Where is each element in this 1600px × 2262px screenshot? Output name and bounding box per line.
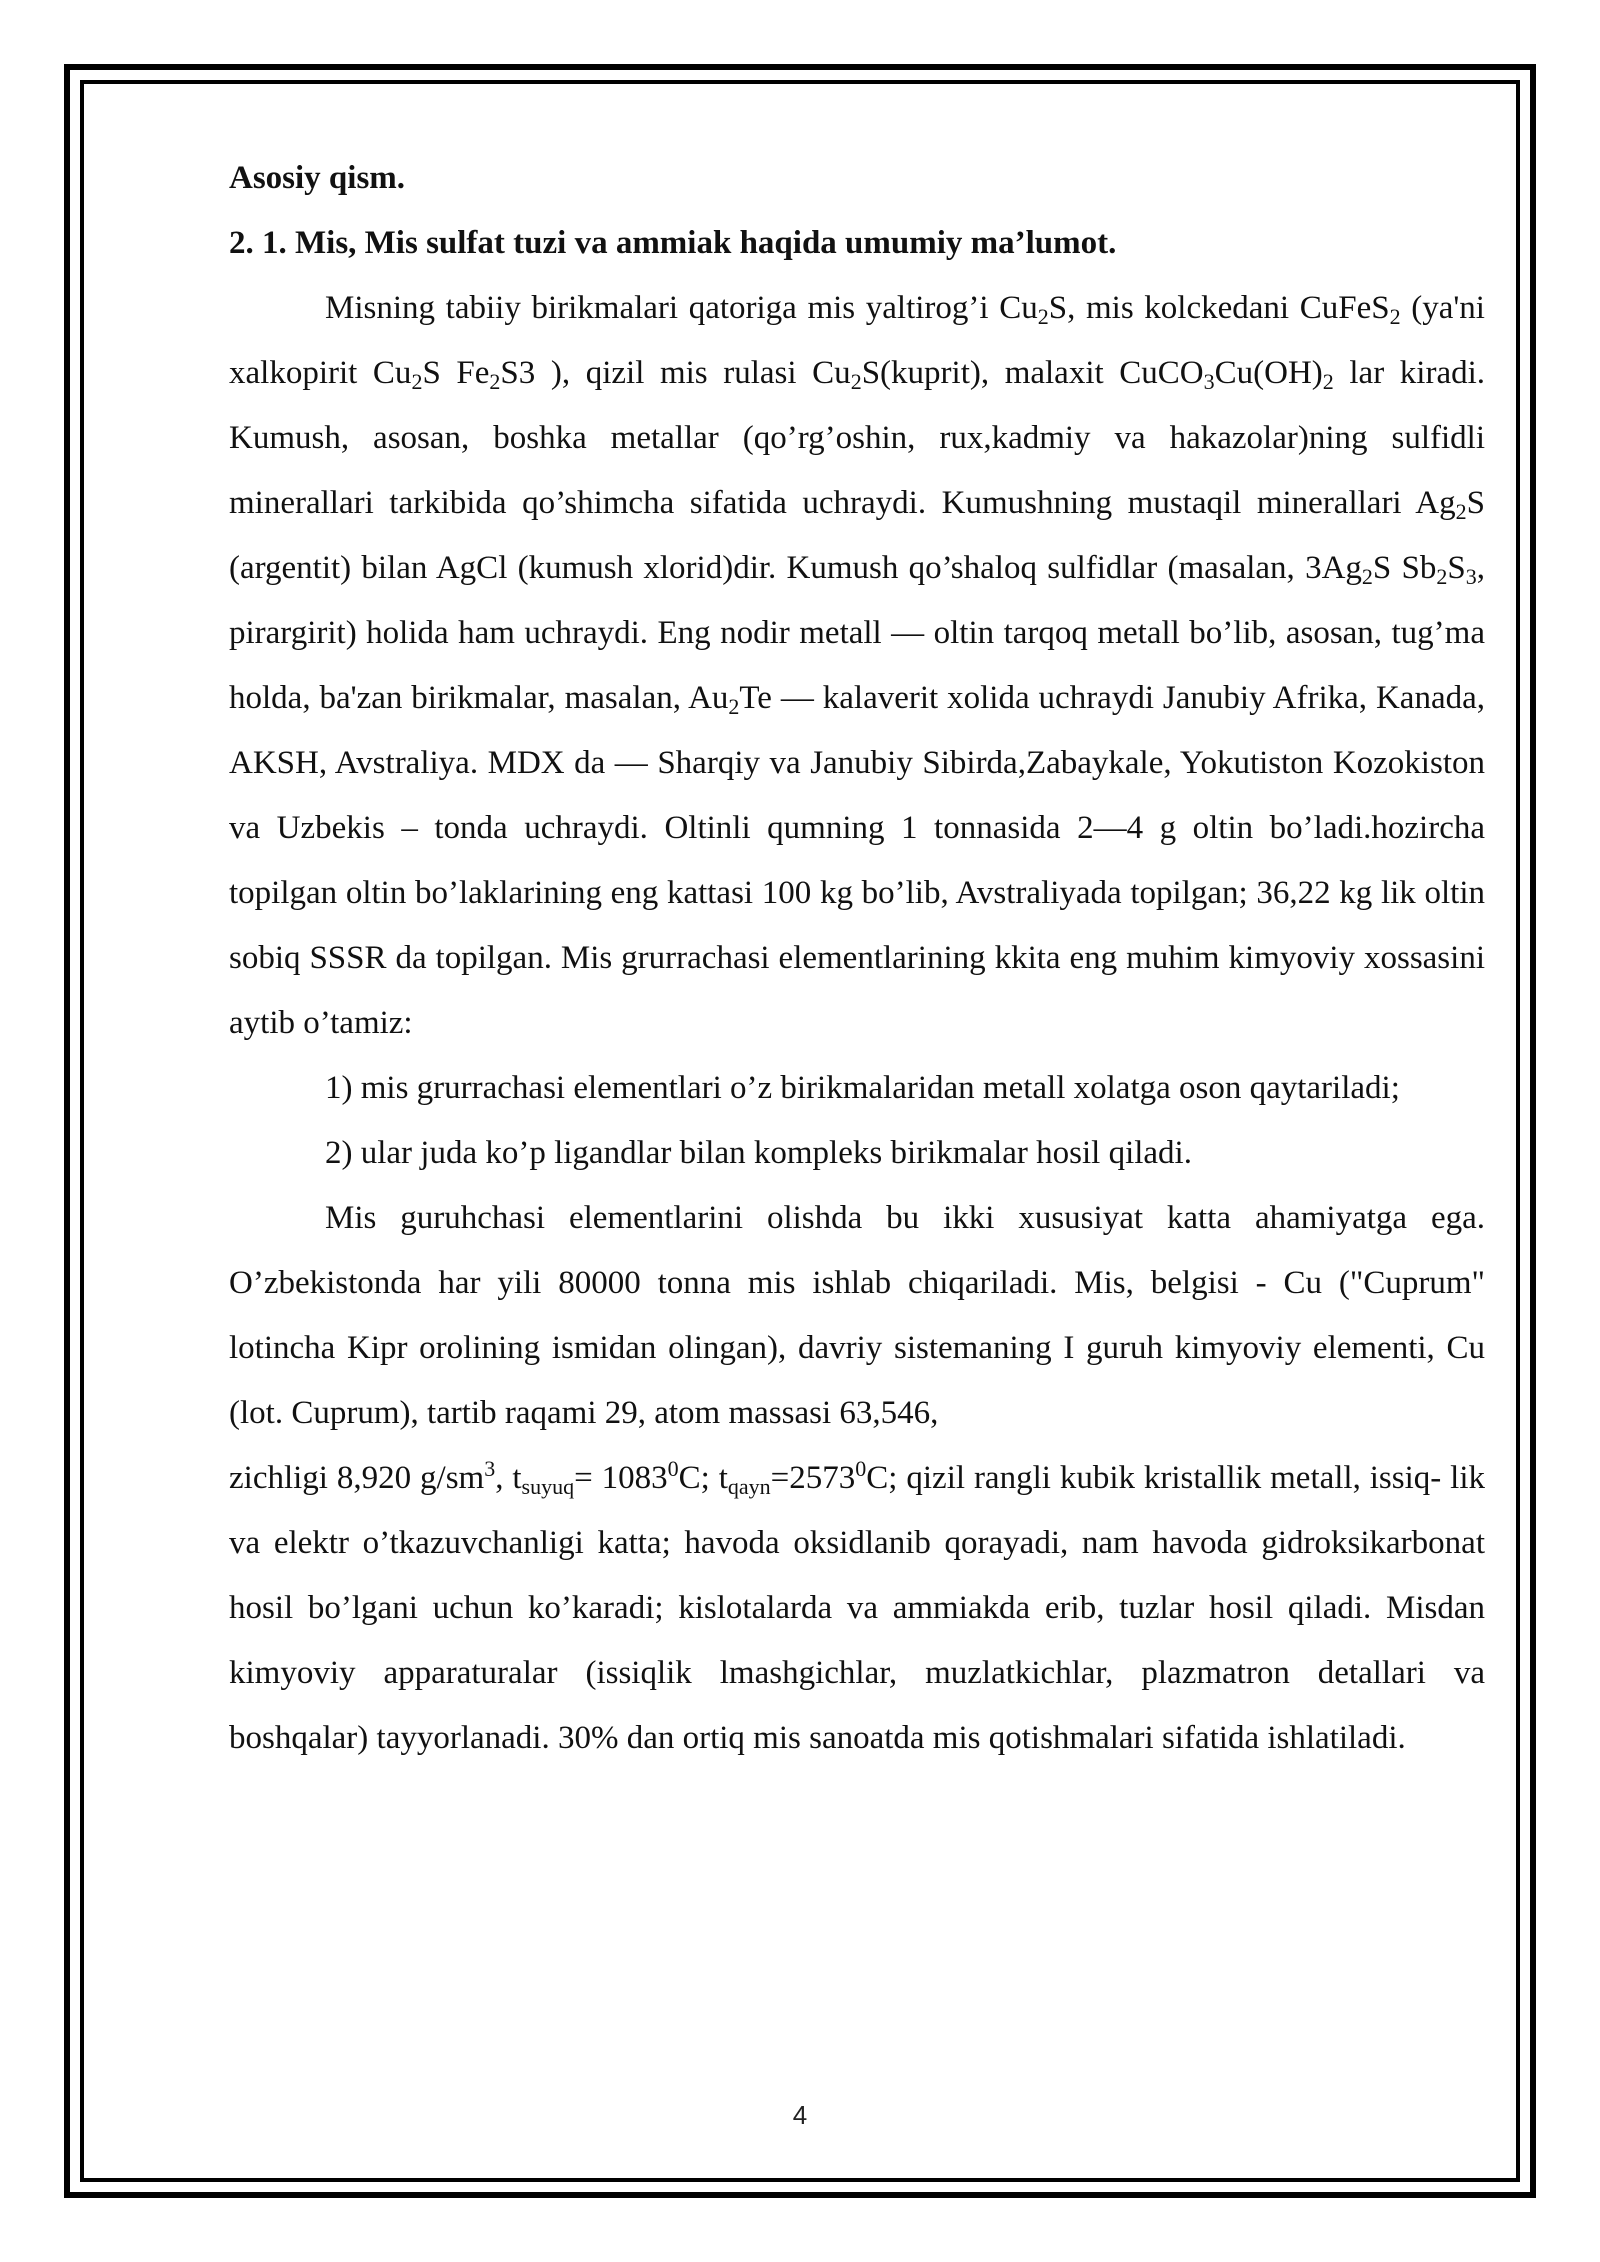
page-number: 4	[792, 2100, 808, 2130]
list-item-1: 1) mis grurrachasi elementlari o’z birikmalaridan metall xolatga oson qaytariladi;	[325, 1070, 1400, 1106]
list-item-2: 2) ular juda ko’p ligandlar bilan kompleks birikmalar hosil qiladi.	[325, 1135, 1192, 1171]
section-heading: Asosiy qism.	[229, 160, 406, 196]
subsection-heading: 2. 1. Mis, Mis sulfat tuzi va ammiak haqida umumiy ma’lumot.	[229, 225, 1117, 261]
document-body	[229, 146, 1485, 1771]
paragraph-copper-properties: Mis guruhchasi elementlarini olishda bu ikki xususiyat katta ahamiyatga ega. O’zbekistonda har yili 80000 tonna mis ishlab chiqariladi. Mis, belgisi - Cu ("Cuprum" lotincha Kipr orolining ismidan olingan), davriy sistemaning I guruh kimyoviy elementi, Cu (lot. Cuprum), tartib raqami 29, atom massasi 63,546,	[229, 1200, 1485, 1431]
paragraph-copper-constants: zichligi 8,920 $g/sm^3$, $t_{suyuq}= 1083^0C$; $t_{qayn}=2573^0C$; qizil rangli kubik kristallik metall, issiq- lik va elektr o’tkazuvchanligi katta; havoda oksidlanib qorayadi, nam havoda gidroksikarbonat hosil bo’lgani uchun ko’karadi; kislotalarda va ammiakda erib, tuzlar hosil qiladi. Misdan kimyoviy apparaturalar (issiqlik lmashgichlar, muzlatkichlar, plazmatron detallari va boshqalar) tayyorlanadi. 30% dan ortiq mis sanoatda mis qotishmalari sifatida ishlatiladi.	[229, 1456, 1485, 1756]
paragraph-minerals: Misning tabiiy birikmalari qatoriga mis yaltirog’i $Cu_2S$, mis kolckedani CuFeS$_2$ (ya'ni xalkopirit $Cu_2S$ $Fe_2S3$ ), qizil mis rulasi $Cu_2S(kuprit)$, malaxit $CuCO_3Cu(OH)_2$ lar kiradi. Kumush, asosan, boshka metallar (qo’rg’oshin, rux,kadmiy va hakazolar)ning sulfidli minerallari tarkibida qo’shimcha sifatida uchraydi. Kumushning mustaqil minerallari $Ag_2S$ (argentit) bilan AgCl (kumush xlorid)dir. Kumush qo’shaloq sulfidlar (masalan, $3Ag_2S$ $Sb_2S_3$, pirargirit) holida ham uchraydi. Eng nodir metall — oltin tarqoq metall bo’lib, asosan, tug’ma holda, ba'zan birikmalar, masalan, $Au_2Te$ — kalaverit xolida uchraydi Janubiy Afrika, Kanada, AKSH, Avstraliya. MDX da — Sharqiy va Janubiy Sibirda,Zabaykale, Yokutiston Kozokiston va Uzbekis – tonda uchraydi. Oltinli qumning 1 tonnasida 2—4 g oltin bo’ladi.hozircha topilgan oltin bo’laklarining eng kattasi 100 kg bo’lib, Avstraliyada topilgan; 36,22 kg lik oltin sobiq SSSR da topilgan. Mis grurrachasi elementlarining kkita eng muhim kimyoviy xossasini aytib o’tamiz:	[229, 290, 1486, 1041]
